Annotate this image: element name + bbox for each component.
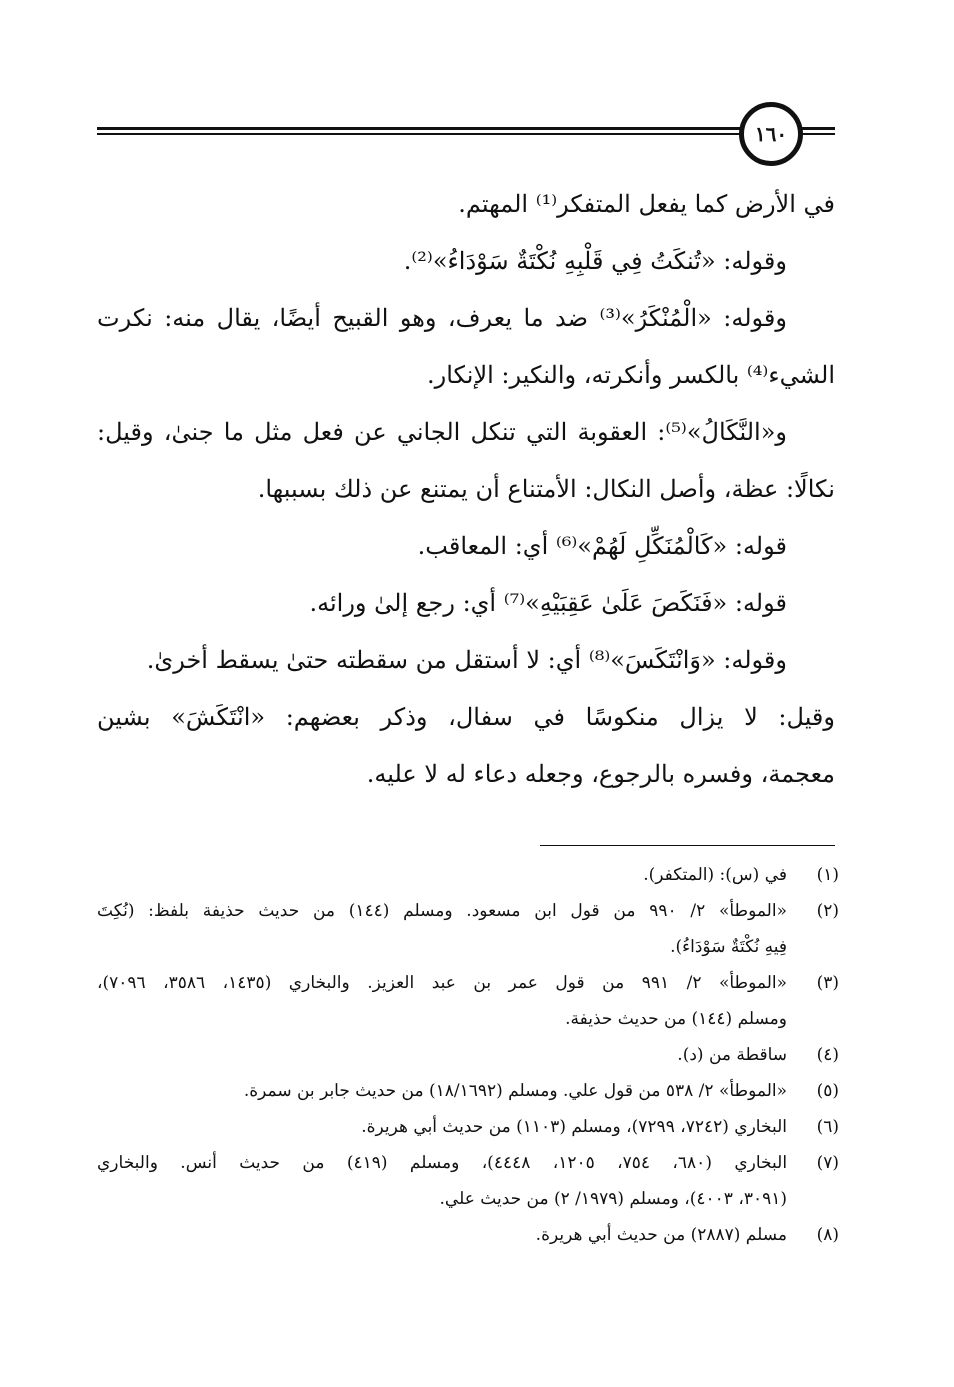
body-line-3: وقوله: «الْمُنْكَرُ»⁽³⁾ ضد ما يعرف، وهو القبيح أيضًا، يقال منه: نكرت: [97, 304, 787, 332]
footnotes: [97, 857, 839, 1253]
footnote-text: «الموطأ» ٢/ ٥٣٨ من قول علي. ومسلم (١٨/١٦٩٢) من حديث جابر بن سمرة.: [243, 1081, 787, 1101]
footnote-text: «الموطأ» ٢/ ٩٩١ من قول عمر بن عبد العزيز. والبخاري (١٤٣٥، ٣٥٨٦، ٧٠٩٦)،: [97, 973, 787, 993]
footnote-text: البخاري (٧٢٤٢، ٧٢٩٩)، ومسلم (١١٠٣) من حديث أبي هريرة.: [361, 1117, 787, 1137]
footnote: [97, 965, 839, 1037]
header-rule-end: [800, 127, 835, 135]
body-line-5: و«النَّكَالُ»⁽⁵⁾: العقوبة التي تنكل الجاني عن فعل مثل ما جنىٰ، وقيل:: [97, 418, 787, 446]
footnote-number: (٥): [816, 1081, 839, 1101]
body-line-9: وقوله: «وَانْتَكَسَ»⁽⁸⁾ أي: لا أستقل من سقطته حتىٰ يسقط أخرىٰ.: [146, 646, 787, 674]
body-line-6: نكالًا: عظة، وأصل النكال: الأمتناع أن يمتنع عن ذلك بسببها.: [257, 475, 835, 503]
footnote-number: (٨): [816, 1225, 839, 1245]
footnote: [97, 857, 839, 893]
page-number: ١٦٠: [739, 102, 803, 166]
footnote-text: «الموطأ» ٢/ ٩٩٠ من قول ابن مسعود. ومسلم (١٤٤) من حديث حذيفة بلفظ: (نُكِتَ: [97, 901, 787, 921]
footnote: [97, 1109, 839, 1145]
footnote-number: (١): [816, 865, 839, 885]
body-line-7: قوله: «كَالْمُنَكِّلِ لَهُمْ»⁽⁶⁾ أي: المعاقب.: [417, 532, 787, 560]
body-line-8: قوله: «فَنَكَصَ عَلَىٰ عَقِبَيْهِ»⁽⁷⁾ أي: رجع إلىٰ ورائه.: [309, 589, 787, 617]
footnote-text: مسلم (٢٨٨٧) من حديث أبي هريرة.: [535, 1225, 787, 1245]
footnote-text: ساقطة من (د).: [677, 1045, 787, 1065]
footnote-text: البخاري (٦٨٠، ٧٥٤، ١٢٠٥، ٤٤٤٨)، ومسلم (٤١٩) من حديث أنس. والبخاري: [97, 1153, 787, 1173]
footnote: [97, 1217, 839, 1253]
header-rule: [97, 127, 740, 135]
footnote: [97, 1073, 839, 1109]
footnote-separator: [540, 845, 835, 846]
footnote-number: (٢): [816, 901, 839, 921]
footnote: [97, 1037, 839, 1073]
footnote-text: ومسلم (١٤٤) من حديث حذيفة.: [565, 1009, 787, 1029]
footnote-number: (٧): [816, 1153, 839, 1173]
footnote-text: في (س): (المتكفر).: [643, 865, 787, 885]
body-line-11: معجمة، وفسره بالرجوع، وجعله دعاء له لا عليه.: [366, 760, 835, 788]
footnote-number: (٣): [816, 973, 839, 993]
footnote-text: فِيهِ نُكْتَةٌ سَوْدَاءُ).: [670, 937, 787, 957]
footnote-text: (٣٠٩١، ٤٠٠٣)، ومسلم (١٩٧٩/ ٢) من حديث علي.: [439, 1189, 787, 1209]
footnote-number: (٤): [816, 1045, 839, 1065]
body-line-2: وقوله: «تُنكَتُ فِي قَلْبِهِ نُكْتَةٌ سَوْدَاءُ»⁽²⁾.: [403, 247, 787, 275]
body-line-4: الشيء⁽⁴⁾ بالكسر وأنكرته، والنكير: الإنكار.: [426, 361, 835, 389]
footnote: [97, 1145, 839, 1217]
body-line-10: وقيل: لا يزال منكوسًا في سفال، وذكر بعضهم: «انْتَكَشَ» بشين: [97, 703, 835, 731]
main-text: [97, 176, 835, 803]
body-line-1: في الأرض كما يفعل المتفكر⁽¹⁾ المهتم.: [458, 190, 835, 218]
footnote: [97, 893, 839, 965]
footnote-number: (٦): [816, 1117, 839, 1137]
